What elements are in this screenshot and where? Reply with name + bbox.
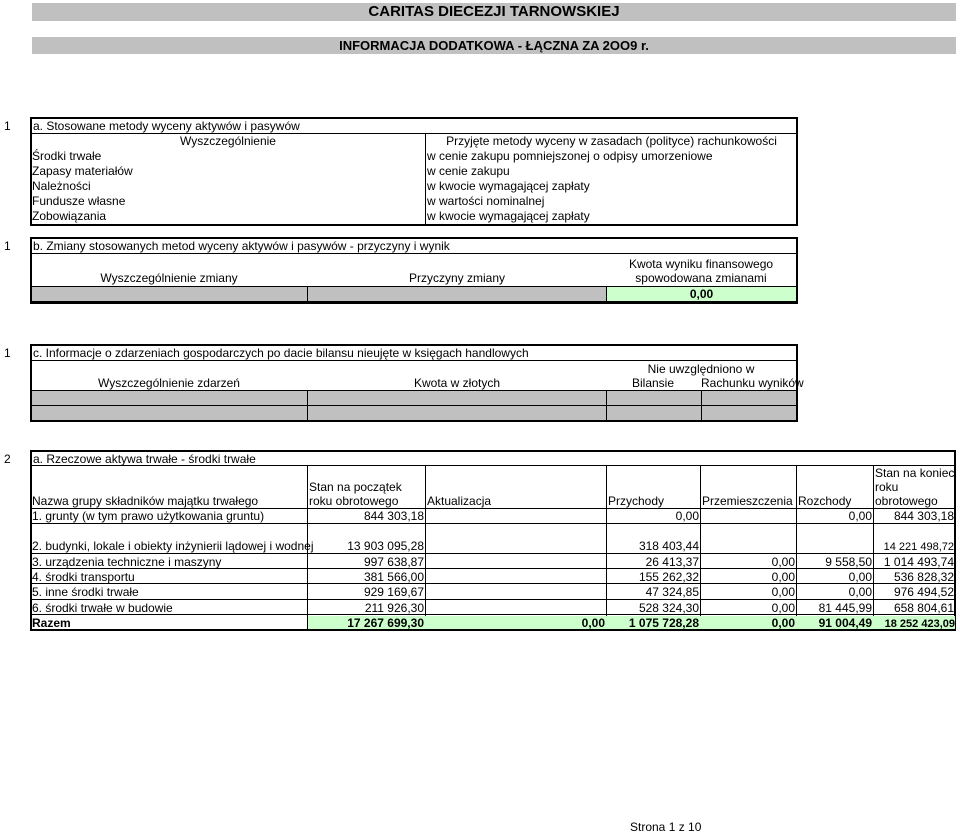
section-2a-title: a. Rzeczowe aktywa trwałe - środki trwałe xyxy=(33,452,256,466)
row-name: 2. budynki, lokale i obiekty inżynierii lądowej i wodnej xyxy=(32,539,314,553)
col-update-header: Aktualizacja xyxy=(427,494,492,508)
section-1c-col-event: Wyszczególnienie zdarzeń xyxy=(98,376,240,390)
row-method: w kwocie wymagającej zapłaty xyxy=(427,179,590,193)
section-1b-empty-cell xyxy=(31,286,308,302)
row-transfers: 0,00 xyxy=(771,601,795,615)
section-1c-title: c. Informacje o zdarzeniach gospodarczych po dacie bilansu nieujęte w księgach handlowych xyxy=(33,346,529,360)
row-start: 13 903 095,28 xyxy=(347,539,424,553)
col-transfers-header: Przemieszczenia xyxy=(702,494,793,508)
row-start: 997 638,87 xyxy=(363,555,424,569)
row-name: 5. inne środki trwałe xyxy=(32,585,139,599)
row-name: 4. środki transportu xyxy=(32,570,135,584)
row-outflows: 9 558,50 xyxy=(825,555,872,569)
row-method: w cenie zakupu xyxy=(427,164,510,178)
row-item: Środki trwałe xyxy=(32,149,102,163)
section-1c-empty-cell xyxy=(307,405,607,421)
row-income: 47 324,85 xyxy=(645,585,699,599)
grid-row-line xyxy=(31,553,955,554)
grid-row-line xyxy=(31,630,955,631)
col-start-header-2: roku obrotowego xyxy=(309,494,399,508)
total-end: 18 252 423,09 xyxy=(884,618,955,630)
section-1c-empty-cell xyxy=(701,390,797,406)
section-1c-empty-cell xyxy=(701,405,797,421)
row-outflows: 81 445,99 xyxy=(818,601,872,615)
row-outflows: 0,00 xyxy=(848,585,872,599)
col-end-header-3: obrotowego xyxy=(875,494,938,508)
row-outflows: 0,00 xyxy=(848,509,872,523)
section-1b-col-result-1: Kwota wyniku finansowego xyxy=(628,257,774,271)
row-transfers: 0,00 xyxy=(771,570,795,584)
section-1c-col-pl: Rachunku wyników xyxy=(701,376,804,390)
row-end: 976 494,52 xyxy=(893,585,954,599)
section-1b-total-cell xyxy=(606,286,797,302)
total-name: Razem xyxy=(32,616,71,630)
row-name: 6. środki trwałe w budowie xyxy=(32,601,173,615)
grid-row-line xyxy=(31,523,955,524)
section-1a-title: a. Stosowane metody wyceny aktywów i pasywów xyxy=(33,119,300,133)
row-item: Fundusze własne xyxy=(32,194,126,208)
row-item: Należności xyxy=(32,179,91,193)
row-end: 658 804,61 xyxy=(893,601,954,615)
section-1a-col-method: Przyjęte metody wyceny w zasadach (polityce) rachunkowości xyxy=(446,134,777,148)
grid-row-line xyxy=(31,599,955,600)
section-1b-col-result-2: spowodowana zmianami xyxy=(635,271,767,285)
section-1b-title: b. Zmiany stosowanych metod wyceny aktywów i pasywów - przyczyny i wynik xyxy=(33,239,450,253)
col-start-header-1: Stan na początek xyxy=(309,480,402,494)
row-start: 211 926,30 xyxy=(364,601,424,615)
row-income: 528 324,30 xyxy=(638,601,699,615)
row-end: 844 303,18 xyxy=(893,509,954,523)
row-method: w kwocie wymagającej zapłaty xyxy=(427,209,590,223)
row-item: Zapasy materiałów xyxy=(32,164,133,178)
org-title-band xyxy=(32,3,956,21)
row-end: 536 828,32 xyxy=(893,570,954,584)
total-income: 1 075 728,28 xyxy=(628,616,699,630)
total-transfers: 0,00 xyxy=(771,616,795,630)
row-income: 0,00 xyxy=(675,509,699,523)
section-1c-empty-cell xyxy=(307,390,607,406)
row-name: 3. urządzenia techniczne i maszyny xyxy=(32,555,222,569)
row-transfers: 0,00 xyxy=(771,585,795,599)
row-start: 929 169,67 xyxy=(363,585,424,599)
section-1b-col-reason: Przyczyny zmiany xyxy=(408,271,506,285)
doc-title: INFORMACJA DODATKOWA - ŁĄCZNA ZA 2OO9 r. xyxy=(339,38,649,53)
total-update: 0,00 xyxy=(581,616,605,630)
section-1c-empty-cell xyxy=(606,390,702,406)
col-income-header: Przychody xyxy=(608,494,665,508)
page-number: Strona 1 z 10 xyxy=(630,820,702,834)
row-transfers: 0,00 xyxy=(771,555,795,569)
row-method: w wartości nominalnej xyxy=(427,194,545,208)
col-end-header-2: roku xyxy=(875,480,899,494)
total-start: 17 267 699,30 xyxy=(347,616,424,630)
doc-title-band xyxy=(32,37,956,54)
section-1c-number: 1 xyxy=(4,346,11,360)
col-outflows-header: Rozchody xyxy=(798,494,852,508)
section-1b-col-change: Wyszczególnienie zmiany xyxy=(100,271,238,285)
section-1b-number: 1 xyxy=(4,239,11,253)
row-end: 14 221 498,72 xyxy=(883,541,954,553)
section-1c-col-not-included: Nie uwzględniono w xyxy=(647,362,755,376)
section-1c-col-amount: Kwota w złotych xyxy=(413,376,501,390)
row-item: Zobowiązania xyxy=(32,209,107,223)
row-outflows: 0,00 xyxy=(848,570,872,584)
grid-col-line xyxy=(425,508,426,630)
row-method: w cenie zakupu pomniejszonej o odpisy umorzeniowe xyxy=(427,149,713,163)
org-title: CARITAS DIECEZJI TARNOWSKIEJ xyxy=(368,3,620,20)
section-2a-number: 2 xyxy=(4,452,11,466)
section-1c-empty-cell xyxy=(31,405,308,421)
section-1c-empty-cell xyxy=(606,405,702,421)
row-income: 155 262,32 xyxy=(638,570,699,584)
section-1a-number: 1 xyxy=(4,119,11,133)
col-end-header-1: Stan na koniec xyxy=(875,466,955,480)
row-end: 1 014 493,74 xyxy=(883,555,954,569)
section-1b-total: 0,00 xyxy=(689,287,714,301)
section-1c-col-balance: Bilansie xyxy=(631,376,675,390)
row-name: 1. grunty (w tym prawo użytkowania gruntu) xyxy=(32,509,265,523)
row-start: 844 303,18 xyxy=(363,509,424,523)
row-income: 318 403,44 xyxy=(638,539,699,553)
row-start: 381 566,00 xyxy=(363,570,424,584)
total-outflows: 91 004,49 xyxy=(818,616,872,630)
section-1c-empty-cell xyxy=(31,390,308,406)
row-income: 26 413,37 xyxy=(645,555,699,569)
section-1b-empty-cell xyxy=(307,286,607,302)
col-group-header: Nazwa grupy składników majątku trwałego xyxy=(32,494,259,508)
section-1a-col-item: Wyszczególnienie xyxy=(180,134,276,148)
